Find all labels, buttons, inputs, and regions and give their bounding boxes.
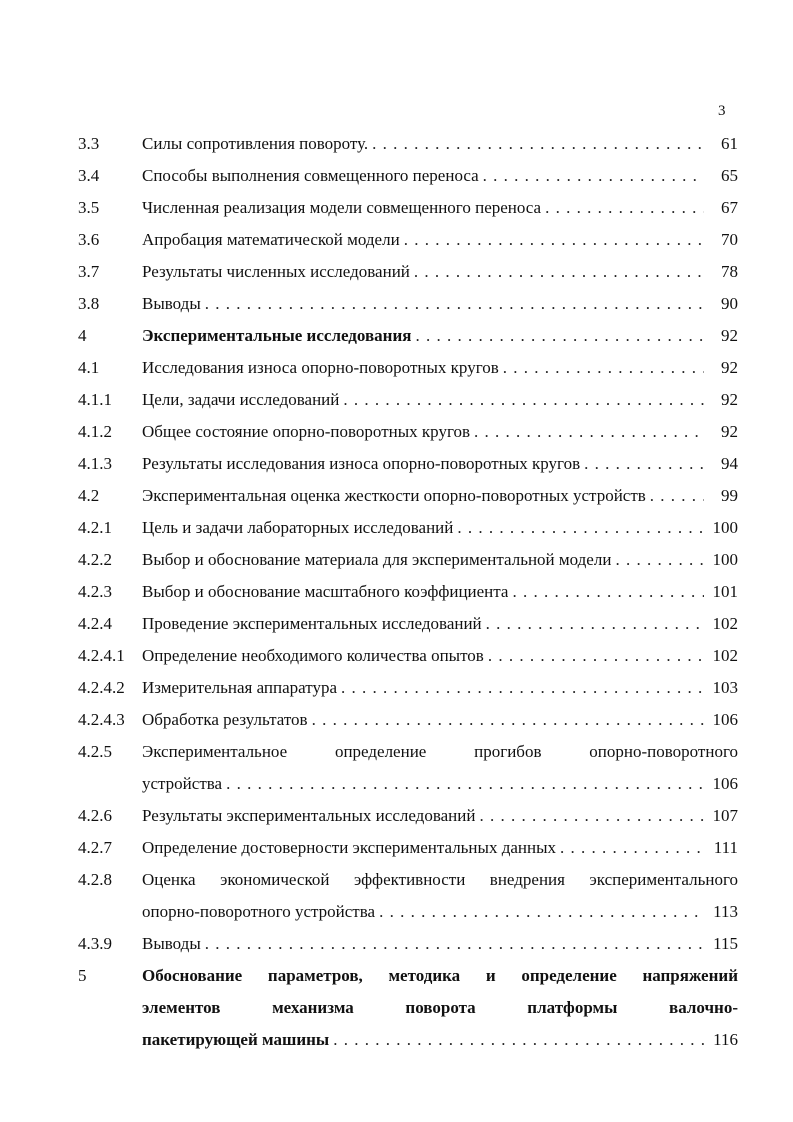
toc-entry-page: 100 <box>712 518 738 537</box>
toc-entry <box>78 960 738 1056</box>
toc-entry <box>78 640 738 672</box>
dot-leader <box>615 544 704 576</box>
dot-leader <box>226 768 704 800</box>
toc-entry <box>78 672 738 704</box>
toc-entry-title: Экспериментальные исследования <box>142 326 412 345</box>
toc-entry-title: Экспериментальное определение прогибов опорно-поворотного <box>142 742 738 761</box>
dot-leader <box>205 288 704 320</box>
toc-entry-title: опорно-поворотного устройства <box>142 902 376 921</box>
toc-entry-page: 103 <box>712 678 738 697</box>
toc-entry-title: Выбор и обоснование масштабного коэффициента <box>142 582 509 601</box>
toc-entry-page: 70 <box>721 230 738 249</box>
toc-entry-page: 111 <box>713 838 738 857</box>
toc-entry-number: 4.1.2 <box>78 422 112 441</box>
toc-entry-number: 4.2 <box>78 486 100 505</box>
dot-leader <box>404 224 704 256</box>
toc-entry-number: 4.2.7 <box>78 838 112 857</box>
toc-entry-title: Определение достоверности экспериментальных данных <box>142 838 557 857</box>
toc-entry-number: 3.7 <box>78 262 100 281</box>
toc-entry-number: 3.8 <box>78 294 100 313</box>
toc-entry-number: 4.1 <box>78 358 100 377</box>
toc-entry-title: Численная реализация модели совмещенного переноса <box>142 198 542 217</box>
toc-entry-page: 61 <box>721 134 738 153</box>
toc-entry-page: 115 <box>713 934 738 953</box>
dot-leader <box>479 800 704 832</box>
toc-entry-title: Результаты исследования износа опорно-поворотных кругов <box>142 454 581 473</box>
toc-entry-title: Выводы <box>142 934 201 953</box>
toc-entry-page: 92 <box>721 358 738 377</box>
toc-entry-number: 4.2.4.2 <box>78 678 125 697</box>
toc-entry-page: 106 <box>712 710 738 729</box>
toc-entry <box>78 128 738 160</box>
toc-entry-title: Обоснование параметров, методика и определение напряжений <box>142 966 738 985</box>
toc-entry-number: 4.2.4 <box>78 614 112 633</box>
toc-entry-page: 116 <box>713 1030 738 1049</box>
dot-leader <box>312 704 704 736</box>
toc-entry-page: 102 <box>712 646 738 665</box>
toc-entry <box>78 832 738 864</box>
toc-entry-title: Цели, задачи исследований <box>142 390 340 409</box>
toc-entry-page: 67 <box>721 198 738 217</box>
toc-entry-number: 4 <box>78 326 87 345</box>
toc-entry-number: 4.1.1 <box>78 390 112 409</box>
toc-entry-number: 4.2.4.3 <box>78 710 125 729</box>
page-number: 3 <box>718 103 726 119</box>
toc-entry <box>78 608 738 640</box>
toc-entry-title: Апробация математической модели <box>142 230 400 249</box>
toc-entry-number: 4.2.6 <box>78 806 112 825</box>
dot-leader <box>341 672 704 704</box>
toc-entry-number: 4.2.2 <box>78 550 112 569</box>
toc-entry-title: Цель и задачи лабораторных исследований <box>142 518 454 537</box>
toc-entry-number: 4.1.3 <box>78 454 112 473</box>
dot-leader <box>512 576 704 608</box>
table-of-contents <box>78 128 738 1056</box>
dot-leader <box>457 512 704 544</box>
toc-entry-number: 3.6 <box>78 230 100 249</box>
dot-leader <box>560 832 704 864</box>
toc-entry-number: 4.2.4.1 <box>78 646 125 665</box>
toc-entry-title: Исследования износа опорно-поворотных кругов <box>142 358 499 377</box>
dot-leader <box>343 384 704 416</box>
toc-entry <box>78 448 738 480</box>
dot-leader <box>503 352 704 384</box>
dot-leader <box>650 480 704 512</box>
toc-entry-page: 106 <box>712 774 738 793</box>
toc-entry-title: Результаты экспериментальных исследований <box>142 806 476 825</box>
toc-entry <box>78 160 738 192</box>
toc-entry-page: 65 <box>721 166 738 185</box>
dot-leader <box>483 160 704 192</box>
toc-entry-page: 78 <box>721 262 738 281</box>
toc-entry-page: 99 <box>721 486 738 505</box>
toc-entry <box>78 320 738 352</box>
dot-leader <box>205 928 704 960</box>
toc-entry-number: 4.2.5 <box>78 742 112 761</box>
toc-entry <box>78 544 738 576</box>
toc-entry-page: 101 <box>712 582 738 601</box>
toc-entry-page: 90 <box>721 294 738 313</box>
toc-entry <box>78 800 738 832</box>
toc-entry <box>78 224 738 256</box>
toc-entry-page: 113 <box>713 902 738 921</box>
dot-leader <box>333 1024 704 1056</box>
dot-leader <box>486 608 704 640</box>
dot-leader <box>415 320 704 352</box>
toc-entry-title: Общее состояние опорно-поворотных кругов <box>142 422 471 441</box>
toc-entry-number: 3.4 <box>78 166 100 185</box>
toc-entry-number: 4.2.1 <box>78 518 112 537</box>
toc-entry-title: пакетирующей машины <box>142 1030 330 1049</box>
toc-entry <box>78 192 738 224</box>
toc-entry-page: 92 <box>721 326 738 345</box>
toc-entry <box>78 384 738 416</box>
toc-entry-title: Измерительная аппаратура <box>142 678 337 697</box>
toc-entry <box>78 928 738 960</box>
toc-entry-title: устройства <box>142 774 223 793</box>
dot-leader <box>372 128 704 160</box>
toc-entry <box>78 736 738 800</box>
toc-entry <box>78 704 738 736</box>
dot-leader <box>474 416 704 448</box>
toc-entry-number: 3.5 <box>78 198 100 217</box>
toc-entry <box>78 352 738 384</box>
toc-entry <box>78 864 738 928</box>
toc-entry-title: Определение необходимого количества опытов <box>142 646 484 665</box>
toc-entry-title: Выбор и обоснование материала для экспериментальной модели <box>142 550 612 569</box>
toc-entry-number: 4.3.9 <box>78 934 112 953</box>
toc-entry-title: Выводы <box>142 294 201 313</box>
toc-entry-page: 100 <box>712 550 738 569</box>
toc-entry-page: 92 <box>721 422 738 441</box>
dot-leader <box>414 256 704 288</box>
toc-entry-number: 4.2.3 <box>78 582 112 601</box>
toc-entry <box>78 480 738 512</box>
dot-leader <box>379 896 704 928</box>
toc-entry <box>78 416 738 448</box>
dot-leader <box>488 640 704 672</box>
dot-leader <box>584 448 704 480</box>
toc-entry <box>78 576 738 608</box>
toc-entry-number: 4.2.8 <box>78 870 112 889</box>
toc-entry-page: 94 <box>721 454 738 473</box>
toc-entry-title: Оценка экономической эффективности внедрения экспериментального <box>142 870 738 889</box>
toc-entry <box>78 288 738 320</box>
toc-entry-number: 3.3 <box>78 134 100 153</box>
toc-entry-page: 102 <box>712 614 738 633</box>
toc-entry-page: 92 <box>721 390 738 409</box>
toc-entry-page: 107 <box>712 806 738 825</box>
toc-entry-title: Способы выполнения совмещенного переноса <box>142 166 479 185</box>
toc-entry-title: элементов механизма поворота платформы валочно- <box>142 998 738 1017</box>
toc-entry <box>78 256 738 288</box>
toc-entry-title: Силы сопротивления повороту. <box>142 134 369 153</box>
toc-entry-title: Результаты численных исследований <box>142 262 410 281</box>
toc-entry-title: Экспериментальная оценка жесткости опорно-поворотных устройств <box>142 486 646 505</box>
toc-entry-title: Проведение экспериментальных исследований <box>142 614 482 633</box>
toc-entry-number: 5 <box>78 966 87 985</box>
toc-entry-title: Обработка результатов <box>142 710 308 729</box>
toc-entry <box>78 512 738 544</box>
dot-leader <box>545 192 704 224</box>
